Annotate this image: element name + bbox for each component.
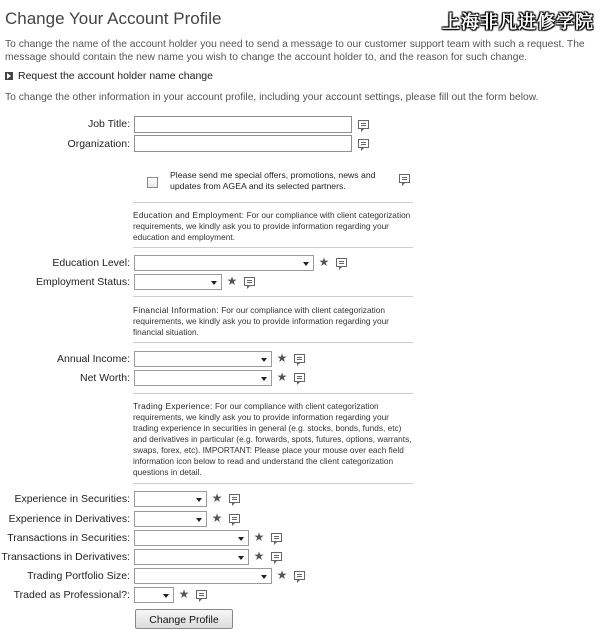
organization-label: Organization:: [67, 138, 130, 150]
info-tooltip-icon[interactable]: [358, 139, 369, 148]
info-tooltip-icon[interactable]: [358, 120, 369, 129]
tx-securities-select[interactable]: [134, 530, 249, 546]
trading-heading: Trading Experience:: [133, 401, 213, 411]
divider: [133, 296, 413, 297]
exp-derivatives-label: Experience in Derivatives:: [8, 513, 130, 525]
education-level-select[interactable]: [134, 255, 314, 271]
divider: [133, 202, 413, 203]
employment-status-select[interactable]: [134, 274, 222, 290]
info-tooltip-icon[interactable]: [244, 277, 255, 286]
education-body: For our compliance with client categorization requirements, we kindly ask you to provide information regarding your education and employment.: [133, 210, 411, 242]
info-tooltip-icon[interactable]: [229, 494, 240, 503]
financial-body: For our compliance with client categorization requirements, we kindly ask you to provide information regarding your financial situation.: [133, 305, 389, 337]
watermark: 上海非凡进修学院: [442, 12, 594, 32]
offers-text: Please send me special offers, promotions, news and updates from AGEA and its selected partners.: [170, 170, 376, 191]
play-arrow-icon: [5, 72, 13, 80]
required-star-icon: ★: [211, 511, 223, 525]
info-tooltip-icon[interactable]: [399, 174, 410, 183]
divider: [133, 247, 413, 248]
exp-securities-label: Experience in Securities:: [14, 493, 130, 505]
annual-income-label: Annual Income:: [57, 353, 130, 365]
exp-derivatives-select[interactable]: [134, 511, 207, 527]
info-tooltip-icon[interactable]: [229, 514, 240, 523]
offers-checkbox[interactable]: [147, 177, 158, 188]
annual-income-select[interactable]: [134, 351, 272, 367]
required-star-icon: ★: [276, 568, 288, 582]
tx-securities-label: Transactions in Securities:: [7, 532, 130, 544]
tx-derivatives-label: Transactions in Derivatives:: [1, 551, 130, 563]
info-tooltip-icon[interactable]: [271, 552, 282, 561]
required-star-icon: ★: [211, 491, 223, 505]
required-star-icon: ★: [226, 274, 238, 288]
education-heading: Education and Employment:: [133, 210, 245, 220]
net-worth-select[interactable]: [134, 370, 272, 386]
job-title-input[interactable]: [134, 116, 352, 133]
divider: [133, 393, 413, 394]
info-tooltip-icon[interactable]: [294, 354, 305, 363]
info-tooltip-icon[interactable]: [271, 533, 282, 542]
financial-heading: Financial Information:: [133, 305, 219, 315]
intro-text: To change the name of the account holder you need to send a message to our customer support team with such a request. The message should contain the new name you wish to change the account holder to, and the reason for such change.: [5, 39, 585, 63]
professional-select[interactable]: [134, 587, 174, 603]
form-intro-text: To change the other information in your account profile, including your account settings, please fill out the form below.: [5, 92, 539, 103]
request-name-change-label: Request the account holder name change: [18, 70, 213, 82]
change-profile-button[interactable]: Change Profile: [135, 609, 233, 629]
info-tooltip-icon[interactable]: [336, 258, 347, 267]
info-tooltip-icon[interactable]: [196, 590, 207, 599]
organization-input[interactable]: [134, 135, 352, 152]
page-title: Change Your Account Profile: [5, 9, 222, 28]
required-star-icon: ★: [178, 587, 190, 601]
required-star-icon: ★: [253, 530, 265, 544]
info-tooltip-icon[interactable]: [294, 571, 305, 580]
divider: [133, 342, 413, 343]
education-level-label: Education Level:: [52, 257, 130, 269]
professional-label: Traded as Professional?:: [13, 589, 130, 601]
job-title-label: Job Title:: [87, 118, 130, 130]
required-star-icon: ★: [276, 351, 288, 365]
trading-body: For our compliance with client categorization requirements, we kindly ask you to provide information regarding your trading experience in securities in general (e.g. stocks, bonds, funds, etc) and derivatives in particular (e.g. forwards, spots, futures, options, warrants, swaps, forex, etc). IMPORTANT: Please place your mouse over each field information icon below to read and understand the client categorization questions in detail.: [133, 401, 412, 477]
exp-securities-select[interactable]: [134, 491, 207, 507]
required-star-icon: ★: [318, 255, 330, 269]
request-name-change-link[interactable]: [5, 70, 213, 82]
required-star-icon: ★: [276, 370, 288, 384]
portfolio-size-label: Trading Portfolio Size:: [27, 570, 130, 582]
trading-section-text: [133, 401, 413, 478]
required-star-icon: ★: [253, 549, 265, 563]
education-section-text: [133, 210, 413, 243]
tx-derivatives-select[interactable]: [134, 549, 249, 565]
divider: [133, 483, 413, 484]
employment-status-label: Employment Status:: [36, 276, 130, 288]
net-worth-label: Net Worth:: [80, 372, 130, 384]
portfolio-size-select[interactable]: [134, 568, 272, 584]
financial-section-text: [133, 305, 413, 338]
info-tooltip-icon[interactable]: [294, 373, 305, 382]
